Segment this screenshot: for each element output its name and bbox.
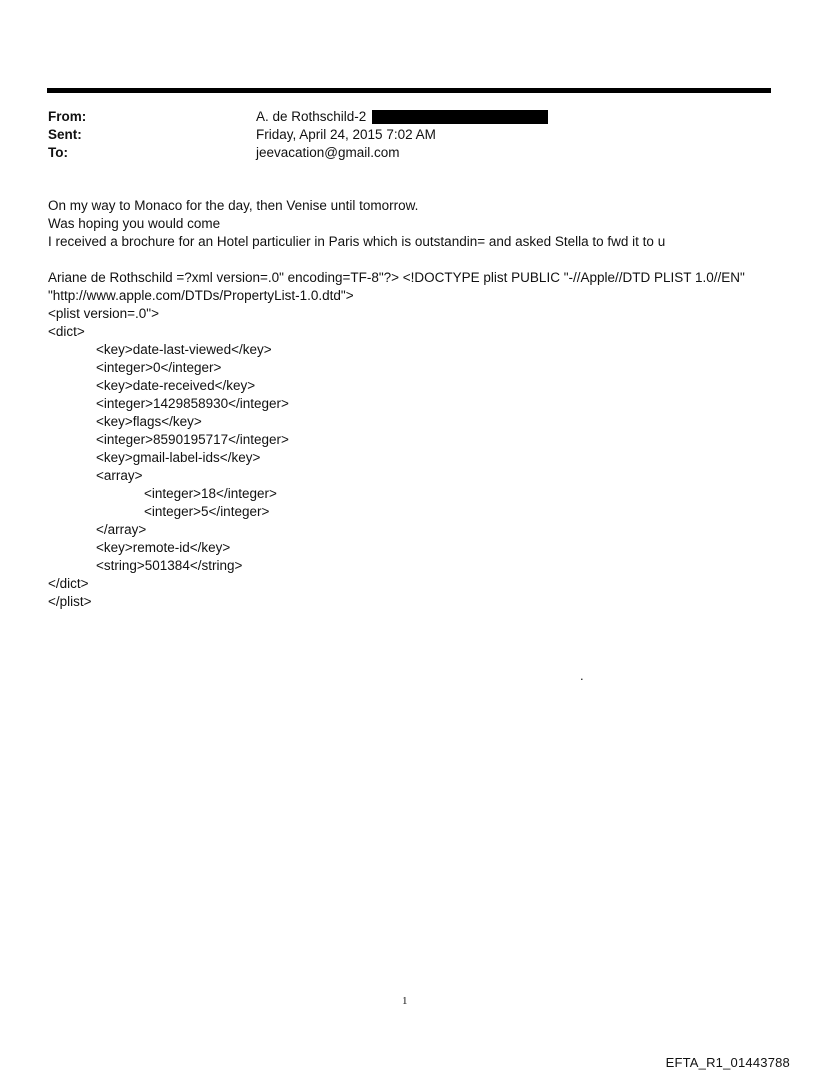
redaction-bar bbox=[372, 110, 548, 124]
to-label: To: bbox=[48, 145, 68, 160]
plist-line: <key>remote-id</key> bbox=[96, 540, 231, 555]
plist-block bbox=[48, 269, 768, 611]
plist-line: "http://www.apple.com/DTDs/PropertyList-1.0.dtd"> bbox=[48, 288, 354, 303]
plist-line: <key>flags</key> bbox=[96, 414, 202, 429]
plist-line: <integer>18</integer> bbox=[144, 486, 277, 501]
from-label: From: bbox=[48, 109, 87, 124]
plist-line: <dict> bbox=[48, 324, 85, 339]
plist-line: </array> bbox=[96, 522, 147, 537]
plist-line: <key>gmail-label-ids</key> bbox=[96, 450, 261, 465]
from-value-wrap bbox=[256, 108, 548, 126]
plist-line: <plist version=.0"> bbox=[48, 306, 159, 321]
from-value: A. de Rothschild-2 bbox=[256, 109, 367, 124]
sent-value: Friday, April 24, 2015 7:02 AM bbox=[256, 127, 436, 142]
to-value: jeevacation@gmail.com bbox=[256, 145, 400, 160]
email-body bbox=[48, 197, 768, 251]
plist-line: </plist> bbox=[48, 594, 92, 609]
plist-line: <integer>1429858930</integer> bbox=[96, 396, 289, 411]
plist-line: <string>501384</string> bbox=[96, 558, 243, 573]
plist-line: <key>date-last-viewed</key> bbox=[96, 342, 272, 357]
email-header bbox=[48, 108, 748, 162]
to-row bbox=[48, 144, 748, 162]
body-line: Was hoping you would come bbox=[48, 216, 221, 231]
plist-line: </dict> bbox=[48, 576, 89, 591]
header-rule bbox=[47, 88, 771, 93]
plist-line: <integer>5</integer> bbox=[144, 504, 270, 519]
plist-line: <array> bbox=[96, 468, 143, 483]
document-id: EFTA_R1_01443788 bbox=[665, 1055, 790, 1070]
sent-label: Sent: bbox=[48, 127, 82, 142]
plist-line: Ariane de Rothschild =?xml version=.0" encoding=TF-8"?> <!DOCTYPE plist PUBLIC "-//Apple//DTD PLIST 1.0//EN" bbox=[48, 270, 745, 285]
page-number: 1 bbox=[402, 995, 408, 1007]
body-line: On my way to Monaco for the day, then Venise until tomorrow. bbox=[48, 198, 419, 213]
stray-mark: . bbox=[580, 668, 584, 683]
from-row bbox=[48, 108, 748, 126]
sent-row bbox=[48, 126, 748, 144]
plist-line: <integer>0</integer> bbox=[96, 360, 222, 375]
plist-line: <integer>8590195717</integer> bbox=[96, 432, 289, 447]
plist-line: <key>date-received</key> bbox=[96, 378, 256, 393]
body-line: I received a brochure for an Hotel particulier in Paris which is outstandin= and asked Stella to fwd it to u bbox=[48, 234, 666, 249]
